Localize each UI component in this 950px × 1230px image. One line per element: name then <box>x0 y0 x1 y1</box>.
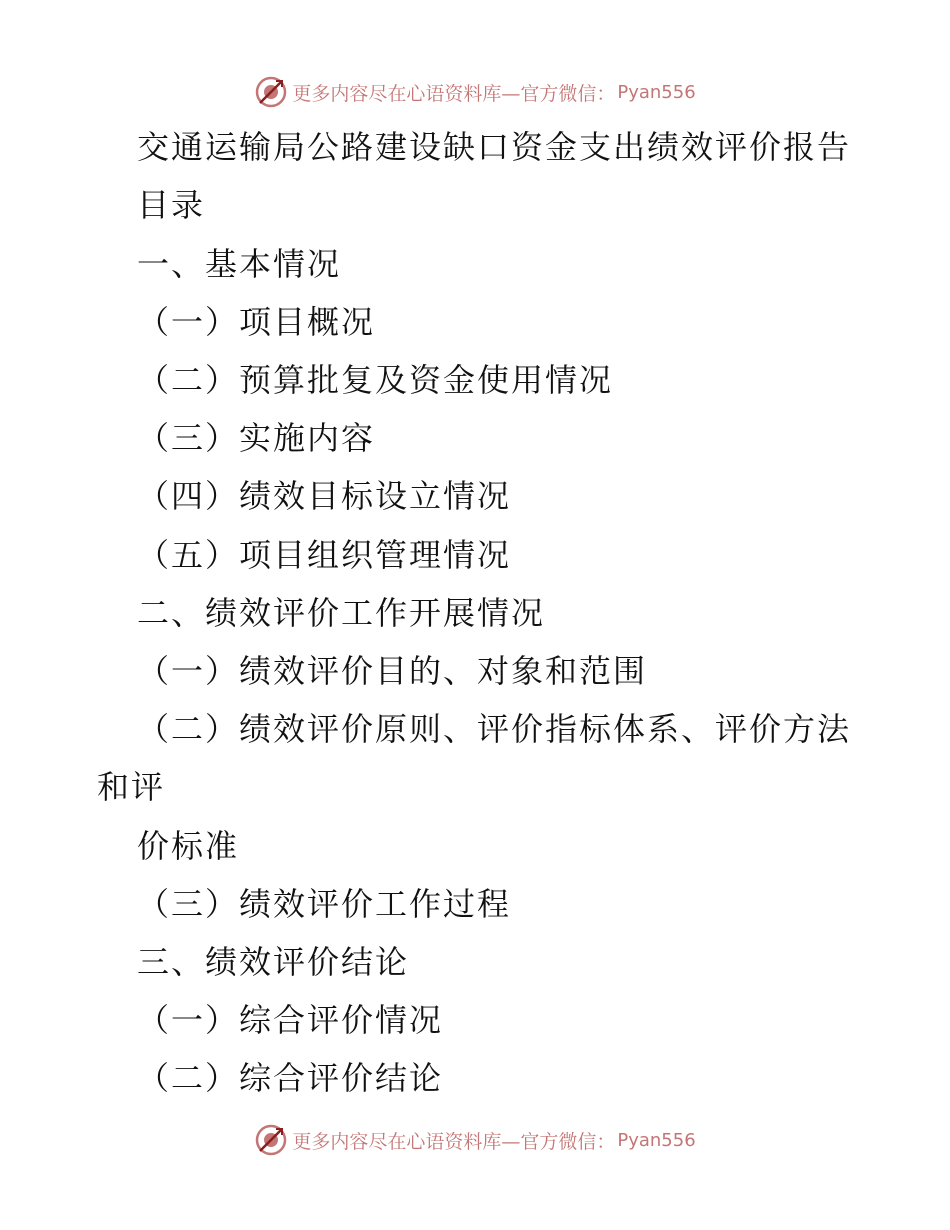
watermark-logo-icon <box>254 75 288 109</box>
toc-line: （二）预算批复及资金使用情况 <box>137 361 614 399</box>
toc-line: （二）综合评价结论 <box>137 1059 444 1097</box>
document-title: 交通运输局公路建设缺口资金支出绩效评价报告 <box>137 128 852 166</box>
watermark-text: 更多内容尽在心语资料库—官方微信： <box>292 82 616 105</box>
toc-line: （一）项目概况 <box>137 303 376 341</box>
toc-heading: 目录 <box>137 186 206 224</box>
toc-line: （五）项目组织管理情况 <box>137 536 512 574</box>
toc-line: （三）绩效评价工作过程 <box>137 885 512 923</box>
toc-line: （三）实施内容 <box>137 419 376 457</box>
toc-line: （一）绩效评价目的、对象和范围 <box>137 652 648 690</box>
toc-line: （四）绩效目标设立情况 <box>137 477 512 515</box>
watermark-logo-icon <box>254 1123 288 1157</box>
header-watermark <box>0 72 950 112</box>
toc-line: （二）绩效评价原则、评价指标体系、评价方法 <box>137 710 852 748</box>
toc-line: 和评 <box>97 768 166 806</box>
footer-watermark <box>0 1120 950 1160</box>
toc-line: 二、绩效评价工作开展情况 <box>137 594 546 632</box>
toc-line: 三、绩效评价结论 <box>137 943 410 981</box>
watermark-text: 更多内容尽在心语资料库—官方微信： <box>292 1130 616 1153</box>
toc-line: 一、基本情况 <box>137 245 342 283</box>
toc-line: 价标准 <box>137 827 240 865</box>
watermark-wechat-id: Pyan556 <box>617 1129 696 1151</box>
toc-line: （一）综合评价情况 <box>137 1001 444 1039</box>
watermark-wechat-id: Pyan556 <box>617 81 696 103</box>
